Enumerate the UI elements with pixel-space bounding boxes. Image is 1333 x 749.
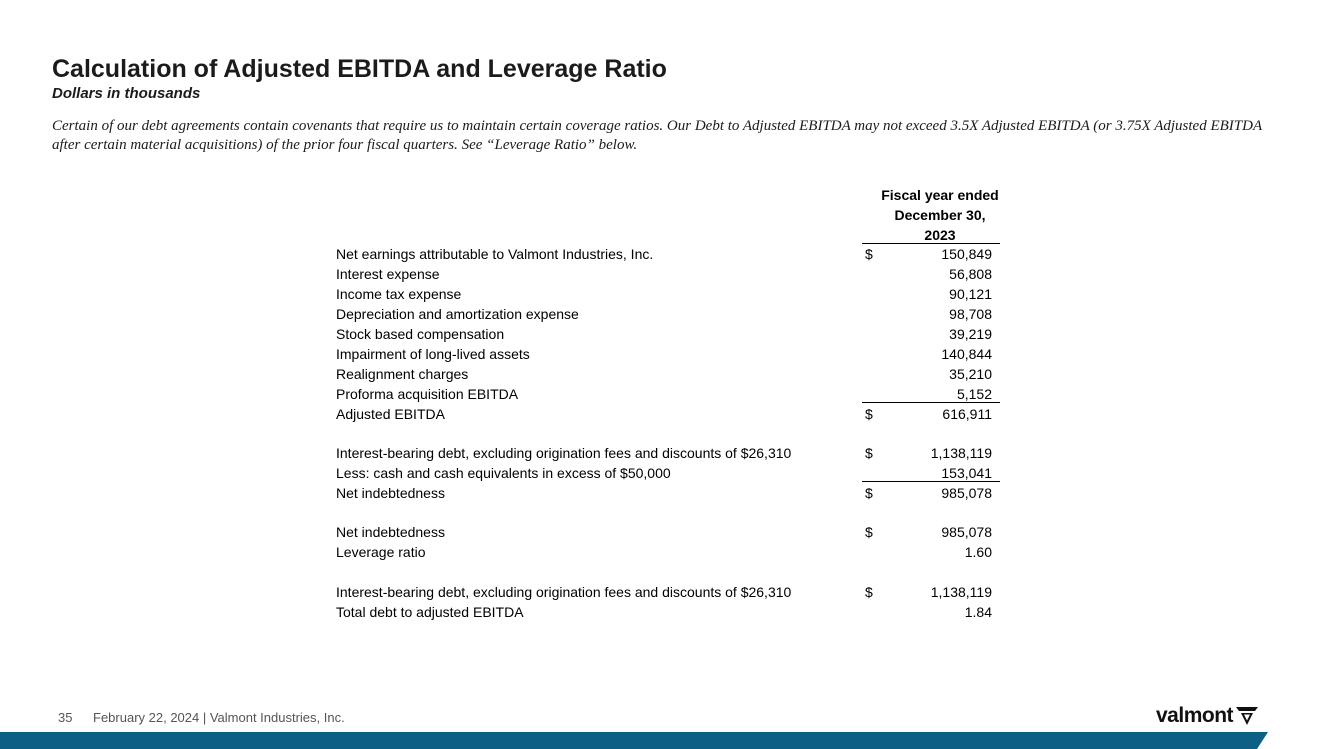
row-label: Income tax expense [336,286,462,302]
row-label: Total debt to adjusted EBITDA [336,604,524,620]
row-label: Interest expense [336,266,440,282]
row-label: Less: cash and cash equivalents in excess of $50,000 [336,465,671,481]
row-label: Net earnings attributable to Valmont Industries, Inc. [336,246,654,262]
row-value: 5,152 [956,386,992,402]
row-label: Interest-bearing debt, excluding origination fees and discounts of $26,310 [336,445,792,461]
table-row [336,483,996,503]
row-value: 1,138,119 [930,445,992,461]
row-label: Net indebtedness [336,485,445,501]
intro-paragraph: Certain of our debt agreements contain covenants that require us to maintain certain coverage ratios. Our Debt to Adjusted EBITDA may not exceed 3.5X Adjusted EBITDA (or 3.75X Adjusted EBITDA after certain material acquisitions) of the prior four fiscal quarters. See “Leverage Ratio” below. [52,118,1262,153]
table-row [336,244,996,264]
table-row [336,602,996,622]
row-value: 56,808 [949,266,992,282]
row-value: 985,078 [941,524,992,540]
subtotal-rule [862,402,1000,403]
table-row [336,404,996,424]
row-value: 153,041 [941,465,992,481]
table-row [336,542,996,562]
row-dollar-sign: $ [865,406,873,422]
row-label: Proforma acquisition EBITDA [336,386,519,402]
row-dollar-sign: $ [865,524,873,540]
row-label: Impairment of long-lived assets [336,346,530,362]
row-label: Net indebtedness [336,524,445,540]
table-row [336,463,996,483]
table-row [336,522,996,542]
table-row [336,304,996,324]
row-value: 140,844 [941,346,992,362]
row-value: 985,078 [941,485,992,501]
table-row [336,443,996,463]
row-value: 616,911 [942,406,992,422]
row-label: Depreciation and amortization expense [336,306,579,322]
row-label: Adjusted EBITDA [336,406,445,422]
row-dollar-sign: $ [865,246,873,262]
row-label: Leverage ratio [336,544,426,560]
page-number: 35 [58,710,73,725]
row-value: 98,708 [949,306,992,322]
row-dollar-sign: $ [865,584,873,600]
table-row [336,264,996,284]
table-row [336,384,996,404]
row-label: Realignment charges [336,366,469,382]
row-dollar-sign: $ [865,485,873,501]
row-dollar-sign: $ [865,445,873,461]
row-value: 1,138,119 [930,584,992,600]
footer-text: February 22, 2024 | Valmont Industries, Inc. [93,710,345,725]
logo-wordmark: valmont [1156,704,1234,727]
column-header-line3: 2023 [924,227,956,243]
table-row [336,324,996,344]
column-header-line2: December 30, [894,207,986,223]
table-row [336,364,996,384]
row-value: 39,219 [949,326,992,342]
row-value: 35,210 [949,366,992,382]
row-value: 1.60 [964,544,992,560]
row-value: 90,121 [949,286,992,302]
valmont-v-logo-icon [1235,705,1259,727]
column-header-line1: Fiscal year ended [881,187,999,203]
table-row [336,582,996,602]
subtotal-rule [862,481,1000,482]
column-header [860,185,1020,245]
table-row [336,344,996,364]
row-value: 150,849 [941,246,992,262]
valmont-logo [1156,703,1259,729]
footer-color-bar [0,732,1333,749]
row-label: Interest-bearing debt, excluding origination fees and discounts of $26,310 [336,584,792,600]
table-row [336,284,996,304]
row-label: Stock based compensation [336,326,505,342]
row-value: 1.84 [964,604,992,620]
page-subtitle: Dollars in thousands [52,85,201,102]
page-title: Calculation of Adjusted EBITDA and Leverage Ratio [52,55,667,83]
